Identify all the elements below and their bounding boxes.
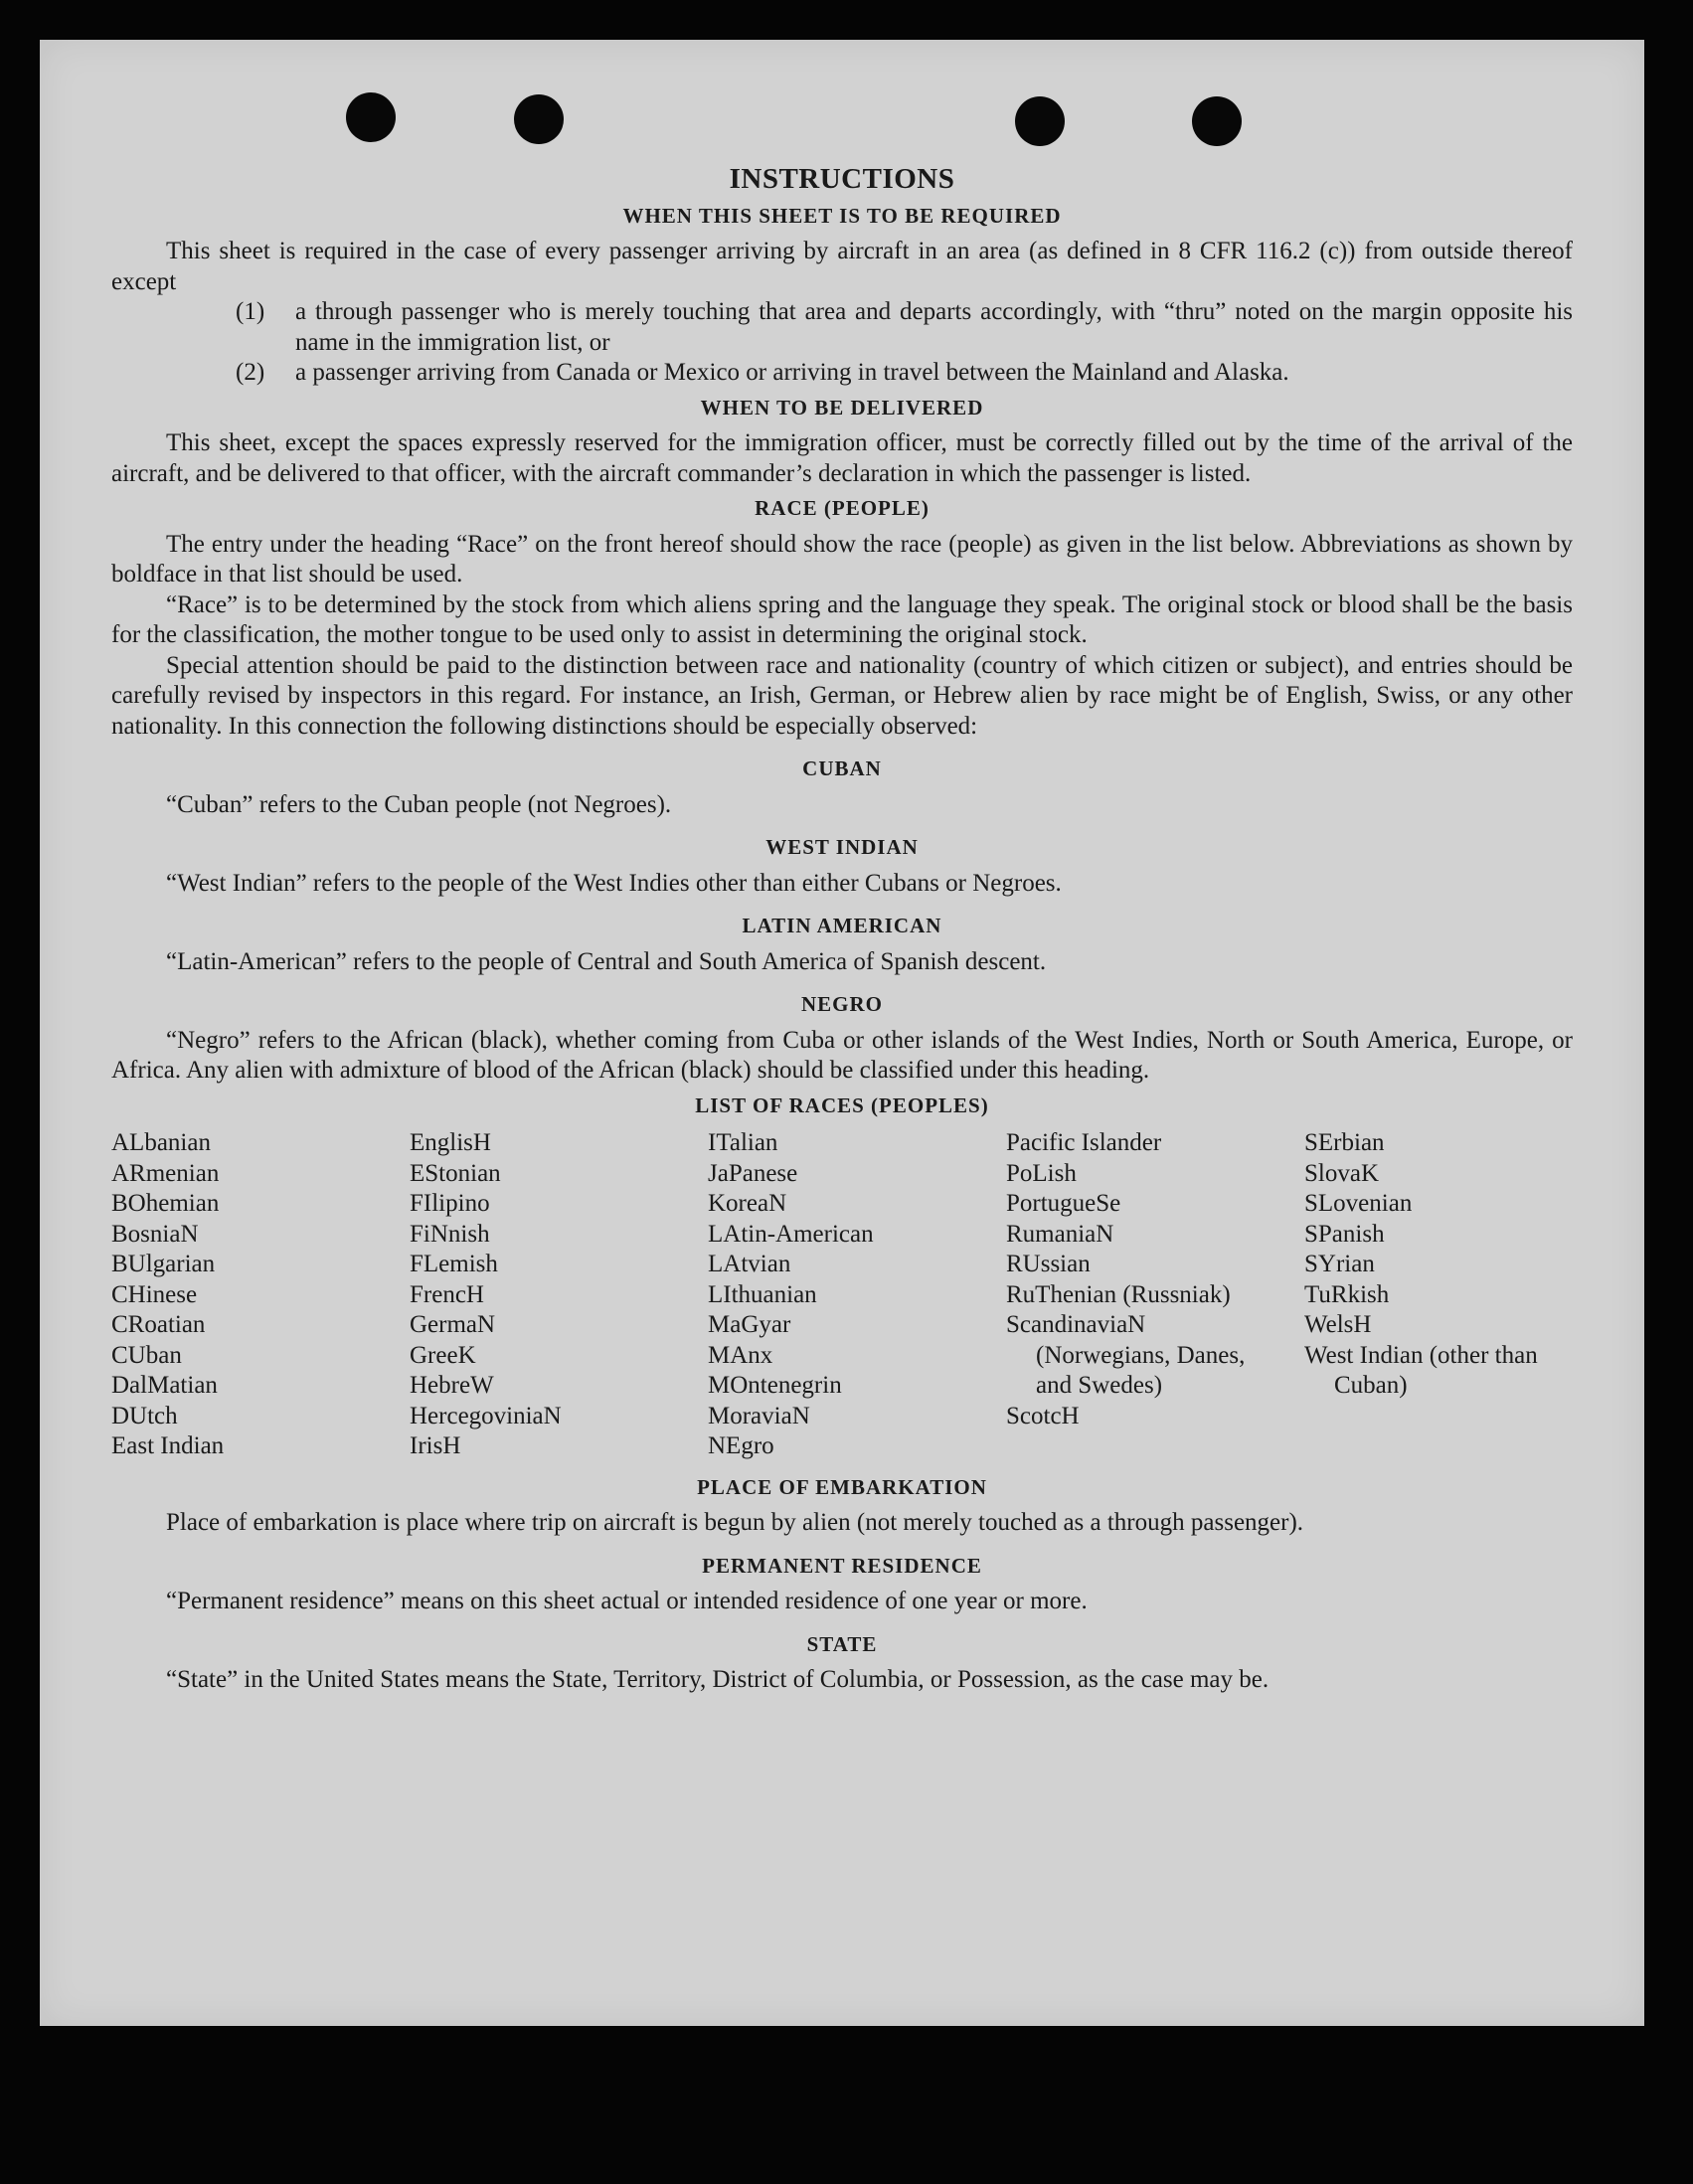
race-entry: WelsH bbox=[1304, 1311, 1372, 1338]
race-entry: Pacific Islander bbox=[1006, 1129, 1162, 1156]
item-number: (2) bbox=[236, 359, 265, 386]
race-entry: RumaniaN bbox=[1006, 1220, 1114, 1248]
race-entry: GreeK bbox=[410, 1341, 476, 1369]
item-number: (1) bbox=[236, 298, 265, 325]
paragraph-latin-american: “Latin-American” refers to the people of Central and South America of Spanish descent. bbox=[166, 947, 1047, 975]
race-entry: FiNnish bbox=[410, 1220, 490, 1248]
race-entry: CRoatian bbox=[111, 1311, 206, 1338]
paragraph-state: “State” in the United States means the State, Territory, District of Columbia, or Possession, as the case may be. bbox=[166, 1666, 1270, 1693]
race-entry: RUssian bbox=[1006, 1251, 1091, 1277]
race-entry: SErbian bbox=[1304, 1129, 1385, 1156]
race-entry: SYrian bbox=[1304, 1251, 1375, 1277]
race-entry: SlovaK bbox=[1304, 1159, 1379, 1187]
race-entry: LAtin-American bbox=[708, 1220, 874, 1248]
race-entry: TuRkish bbox=[1304, 1280, 1390, 1308]
race-entry: FrencH bbox=[410, 1280, 484, 1308]
punch-hole bbox=[1192, 96, 1242, 146]
item-text: a passenger arriving from Canada or Mexico or arriving in travel between the Mainland and Alaska. bbox=[295, 359, 1289, 386]
race-entry: HebreW bbox=[410, 1372, 494, 1399]
paragraph-negro: “Negro” refers to the African (black), whether coming from Cuba or other islands of the West Indies, North or South America, Europe, or Africa. Any alien with admixture of blood of the African (black) should be classified under this heading. bbox=[111, 1026, 1573, 1084]
race-entry: DalMatian bbox=[111, 1372, 218, 1399]
races-list bbox=[111, 1128, 1573, 1462]
heading-race: RACE (PEOPLE) bbox=[755, 496, 930, 520]
race-entry: HercegoviniaN bbox=[410, 1402, 562, 1429]
race-entry: BosniaN bbox=[111, 1220, 199, 1248]
heading-latin-american: LATIN AMERICAN bbox=[742, 914, 942, 937]
paragraph-race-2: “Race” is to be determined by the stock from which aliens spring and the language they speak. The original stock or blood shall be the basis for the classification, the mother tongue to be used only to assist in determining the original stock. bbox=[111, 590, 1573, 648]
race-entry: EnglisH bbox=[410, 1129, 491, 1156]
race-entry: ScandinaviaN (Norwegians, Danes, and Swedes) bbox=[1006, 1311, 1246, 1399]
race-entry: DUtch bbox=[111, 1402, 178, 1429]
races-column bbox=[111, 1128, 380, 1462]
heading-list-of-races: LIST OF RACES (PEOPLES) bbox=[695, 1092, 989, 1117]
punch-hole bbox=[514, 94, 564, 144]
race-entry: FIlipino bbox=[410, 1190, 490, 1217]
paragraph-when-required: This sheet is required in the case of every passenger arriving by aircraft in an area (as defined in 8 CFR 116.2 (c)) from outside thereof except bbox=[111, 238, 1573, 295]
race-entry: LIthuanian bbox=[708, 1280, 817, 1308]
exception-item bbox=[111, 358, 1573, 389]
race-entry: CUban bbox=[111, 1341, 182, 1369]
document-sheet bbox=[40, 40, 1644, 2026]
paragraph-race-1: The entry under the heading “Race” on the front hereof should show the race (people) as given in the list below. Abbreviations as shown by boldface in that list should be used. bbox=[111, 530, 1573, 588]
race-entry: NEgro bbox=[708, 1432, 774, 1459]
races-column bbox=[1304, 1128, 1573, 1462]
race-entry: MAnx bbox=[708, 1341, 773, 1369]
race-entry: RuThenian (Russniak) bbox=[1006, 1280, 1231, 1308]
heading-residence: PERMANENT RESIDENCE bbox=[702, 1553, 982, 1578]
punch-hole bbox=[1015, 96, 1065, 146]
races-column bbox=[1006, 1128, 1274, 1462]
paragraph-race-3: Special attention should be paid to the distinction between race and nationality (country of which citizen or subject), and entries should be carefully revised by inspectors in this regard. For instance, an Irish, German, or Hebrew alien by race might be of English, Swiss, or any other nationality. In this connection the following distinctions should be especially observed: bbox=[111, 651, 1573, 740]
race-entry: LAtvian bbox=[708, 1251, 791, 1277]
instructions-body bbox=[111, 164, 1573, 1696]
punch-hole bbox=[346, 92, 396, 142]
race-entry: East Indian bbox=[111, 1432, 225, 1459]
races-column bbox=[708, 1128, 976, 1462]
race-entry: CHinese bbox=[111, 1280, 198, 1308]
paragraph-when-delivered: This sheet, except the spaces expressly reserved for the immigration officer, must be correctly filled out by the time of the arrival of the aircraft, and be delivered to that officer, with the aircraft commander’s declaration in which the passenger is listed. bbox=[111, 429, 1573, 487]
race-entry: JaPanese bbox=[708, 1159, 798, 1187]
races-column bbox=[410, 1128, 678, 1462]
heading-embarkation: PLACE OF EMBARKATION bbox=[697, 1474, 987, 1499]
paragraph-cuban: “Cuban” refers to the Cuban people (not Negroes). bbox=[166, 790, 672, 818]
race-entry: ITalian bbox=[708, 1129, 778, 1156]
heading-when-delivered: WHEN TO BE DELIVERED bbox=[700, 395, 984, 420]
race-entry: PoLish bbox=[1006, 1159, 1077, 1187]
exception-item bbox=[111, 297, 1573, 358]
race-entry: BOhemian bbox=[111, 1190, 220, 1217]
race-entry: ALbanian bbox=[111, 1129, 211, 1156]
race-entry: EStonian bbox=[410, 1159, 501, 1187]
race-entry: GermaN bbox=[410, 1311, 496, 1338]
race-entry: West Indian (other than Cuban) bbox=[1304, 1341, 1538, 1399]
race-entry: SLovenian bbox=[1304, 1190, 1413, 1217]
race-entry: BUlgarian bbox=[111, 1251, 216, 1277]
paragraph-embarkation: Place of embarkation is place where trip on aircraft is begun by alien (not merely touched as a through passenger). bbox=[166, 1509, 1304, 1536]
heading-west-indian: WEST INDIAN bbox=[765, 835, 919, 859]
race-entry: ScotcH bbox=[1006, 1402, 1080, 1429]
heading-state: STATE bbox=[806, 1631, 878, 1656]
race-entry: FLemish bbox=[410, 1251, 498, 1277]
paragraph-residence: “Permanent residence” means on this sheet actual or intended residence of one year or more. bbox=[166, 1588, 1088, 1614]
race-entry: IrisH bbox=[410, 1432, 461, 1459]
race-entry: MoraviaN bbox=[708, 1402, 810, 1429]
heading-cuban: CUBAN bbox=[802, 756, 882, 780]
item-text: a through passenger who is merely touching that area and departs accordingly, with “thru” noted on the margin opposite his name in the immigration list, or bbox=[295, 298, 1573, 356]
race-entry: KoreaN bbox=[708, 1190, 787, 1217]
heading-negro: NEGRO bbox=[800, 992, 883, 1016]
paragraph-west-indian: “West Indian” refers to the people of the West Indies other than either Cubans or Negroes. bbox=[166, 869, 1062, 897]
race-entry: MaGyar bbox=[708, 1311, 791, 1338]
race-entry: PortugueSe bbox=[1006, 1190, 1121, 1217]
heading-when-required: WHEN THIS SHEET IS TO BE REQUIRED bbox=[622, 203, 1062, 228]
page-title: INSTRUCTIONS bbox=[729, 163, 955, 195]
race-entry: MOntenegrin bbox=[708, 1372, 842, 1399]
race-entry: SPanish bbox=[1304, 1220, 1385, 1248]
race-entry: ARmenian bbox=[111, 1159, 220, 1187]
